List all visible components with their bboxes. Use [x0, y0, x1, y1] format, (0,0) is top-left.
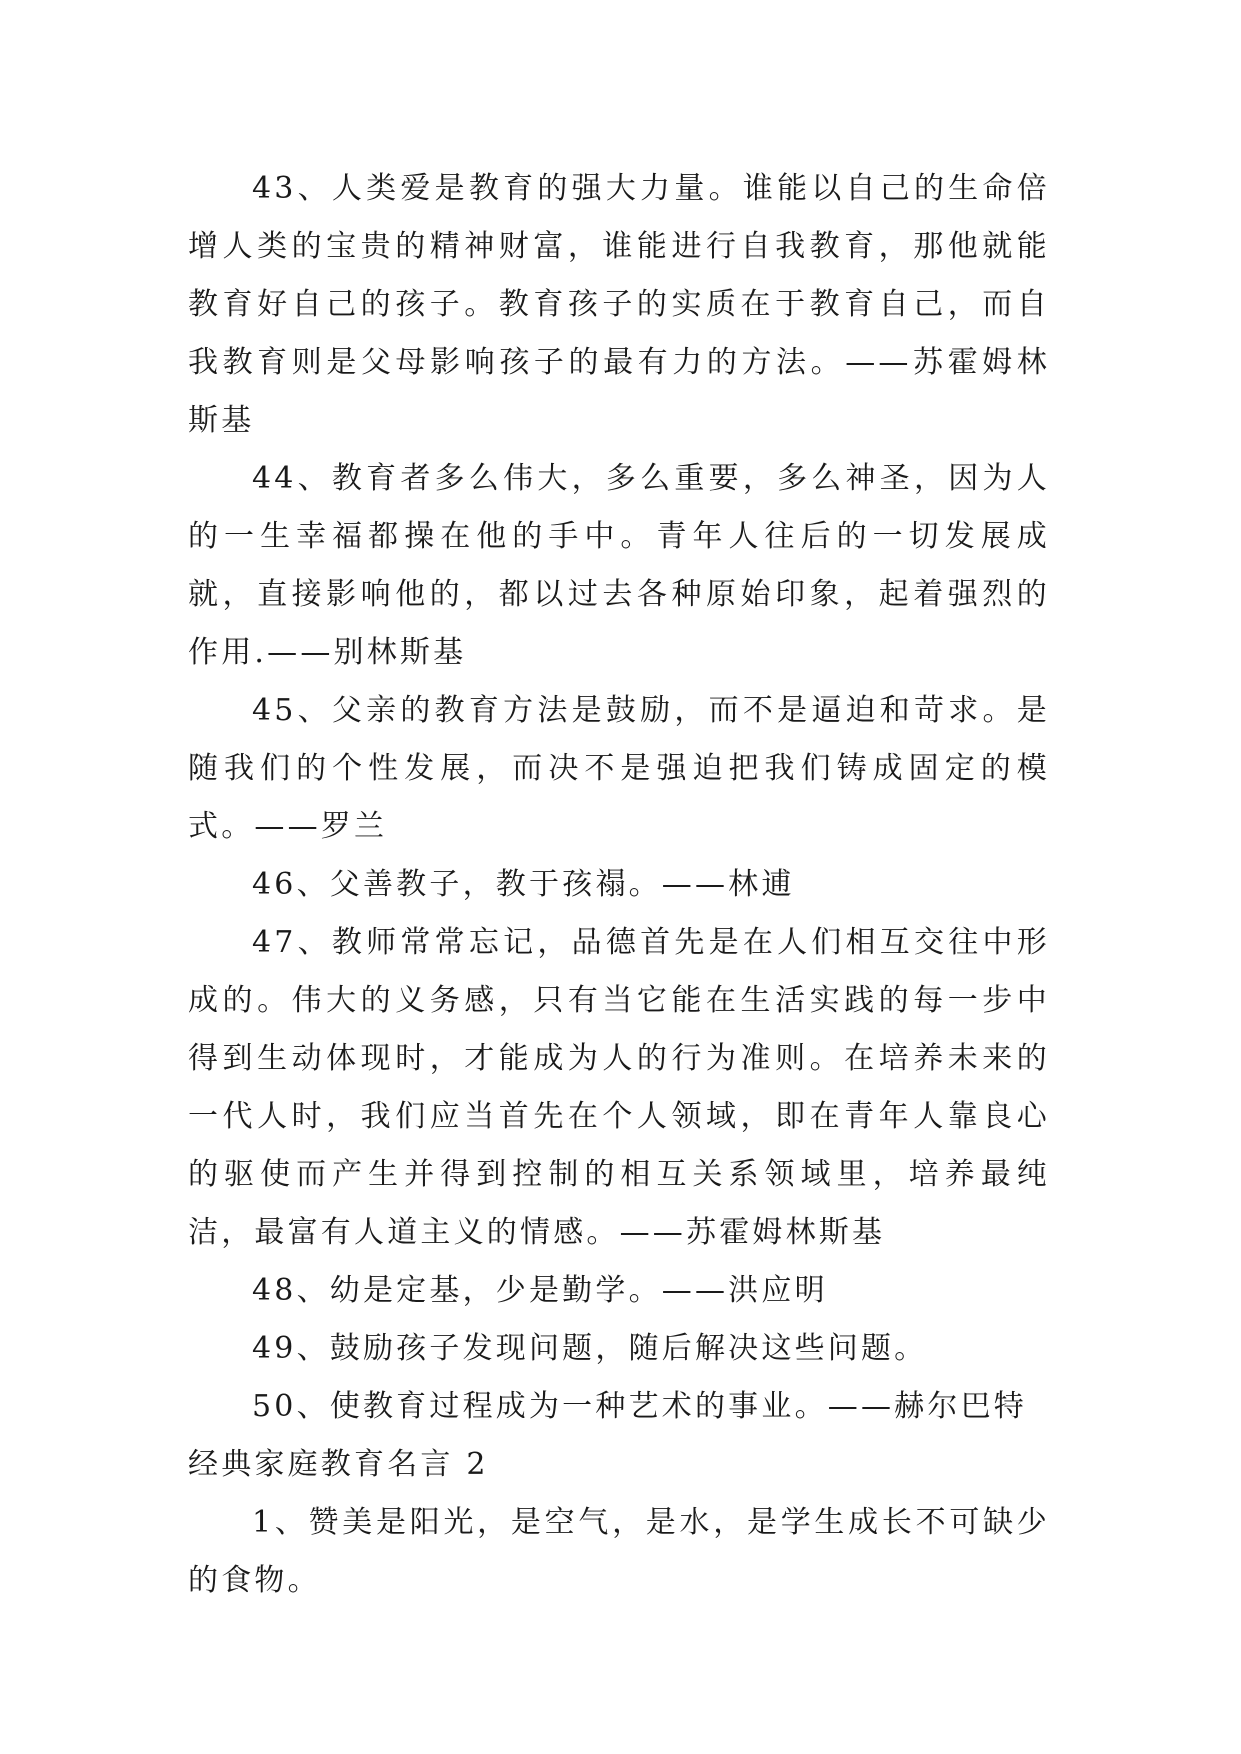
section-quote-paragraph-1: 1、赞美是阳光，是空气，是水，是学生成长不可缺少的食物。 [188, 1505, 1050, 1598]
quote-paragraph-44: 44、教育者多么伟大，多么重要，多么神圣，因为人的一生幸福都操在他的手中。青年人往后的一切发展成就，直接影响他的，都以过去各种原始印象，起着强烈的作用.——别林斯基 [188, 461, 1050, 670]
quote-paragraph-46: 46、父善教子，教于孩禢。——林逋 [252, 867, 795, 902]
quote-paragraph-43: 43、人类爱是教育的强大力量。谁能以自己的生命倍增人类的宝贵的精神财富，谁能进行自我教育，那他就能教育好自己的孩子。教育孩子的实质在于教育自己，而自我教育则是父母影响孩子的最有力的方法。——苏霍姆林斯基 [188, 171, 1050, 438]
quote-paragraph-47: 47、教师常常忘记，品德首先是在人们相互交往中形成的。伟大的义务感，只有当它能在生活实践的每一步中得到生动体现时，才能成为人的行为准则。在培养未来的一代人时，我们应当首先在个人领域，即在青年人靠良心的驱使而产生并得到控制的相互关系领域里，培养最纯洁，最富有人道主义的情感。——苏霍姆林斯基 [188, 925, 1050, 1250]
document-page [188, 160, 1050, 1610]
quote-paragraph-49: 49、鼓励孩子发现问题，随后解决这些问题。 [252, 1331, 928, 1366]
quote-paragraph-48: 48、幼是定基，少是勤学。——洪应明 [252, 1273, 828, 1308]
quote-paragraph-50: 50、使教育过程成为一种艺术的事业。——赫尔巴特 [252, 1389, 1027, 1424]
quote-paragraph-45: 45、父亲的教育方法是鼓励，而不是逼迫和苛求。是随我们的个性发展，而决不是强迫把我们铸成固定的模式。——罗兰 [188, 693, 1050, 844]
section-heading: 经典家庭教育名言 2 [188, 1447, 489, 1482]
